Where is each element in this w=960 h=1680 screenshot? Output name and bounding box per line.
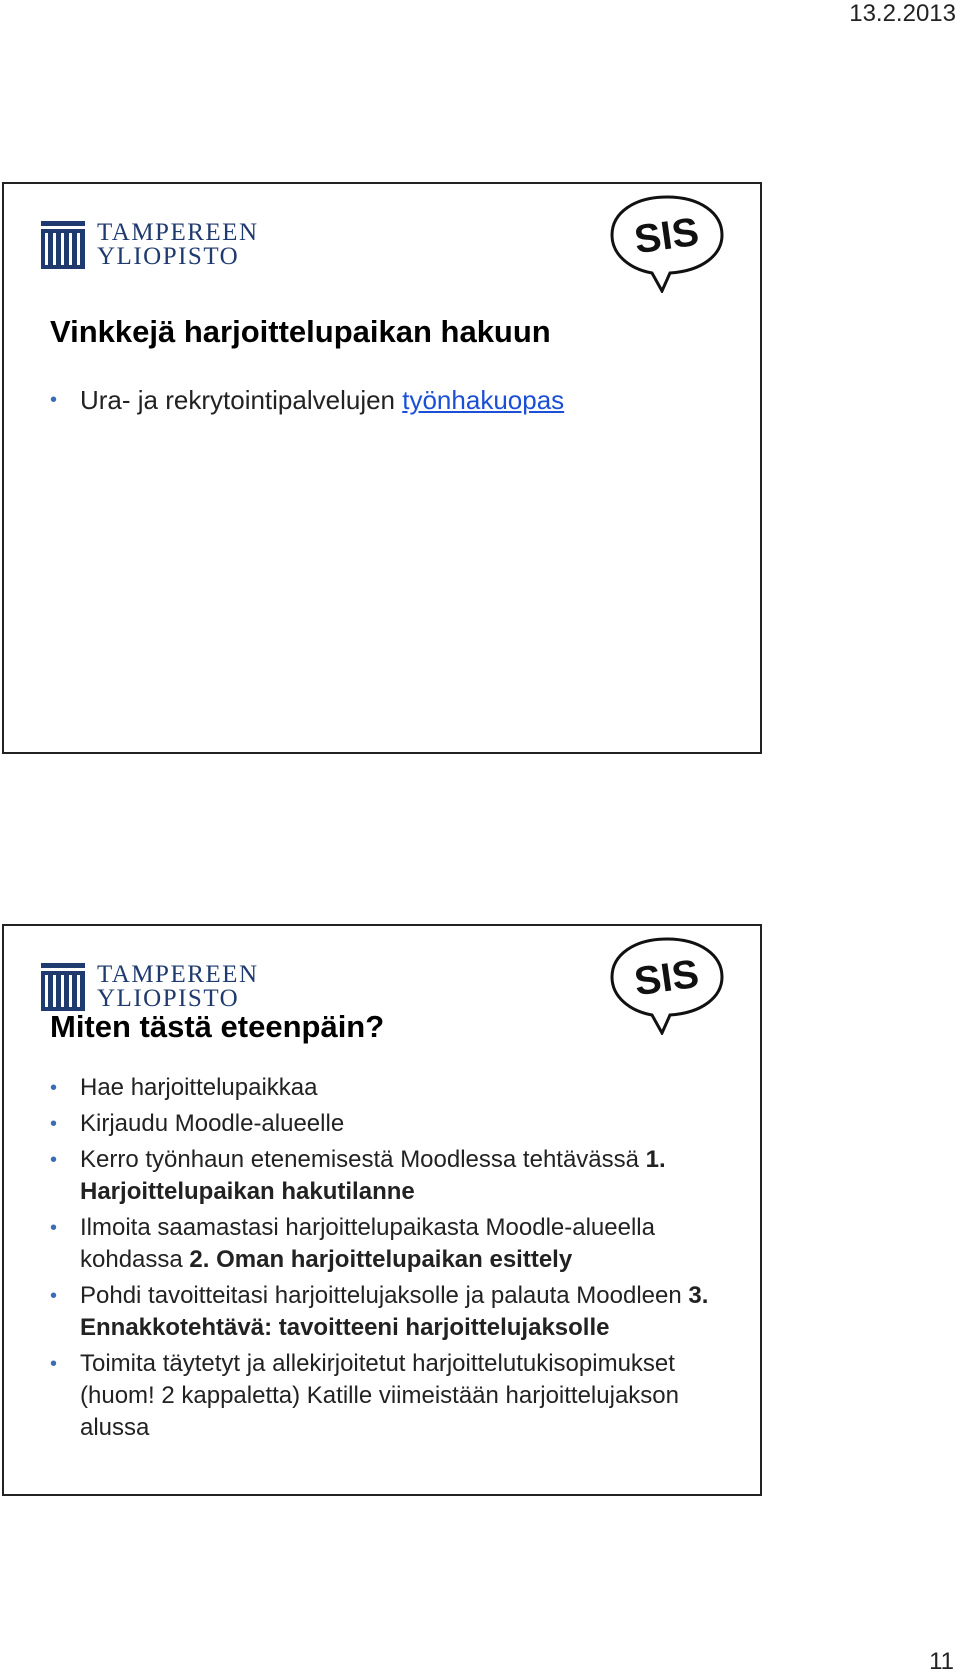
list-item — [50, 1072, 740, 1104]
university-name-line2: YLIOPISTO — [97, 985, 240, 1012]
bullet-text: Kirjaudu Moodle-alueelle — [80, 1110, 345, 1137]
list-item — [50, 384, 740, 416]
university-name-line2: YLIOPISTO — [97, 243, 240, 270]
university-name — [97, 963, 259, 1011]
bullet-icon: • — [50, 1285, 58, 1307]
bullet-icon: • — [50, 1353, 58, 1375]
bullet-text: Kerro työnhaun etenemisestä Moodlessa tehtävässä — [80, 1146, 646, 1173]
bullet-bold-text: 2. Oman harjoittelupaikan esittely — [189, 1246, 573, 1273]
bullet-icon: • — [50, 1113, 58, 1135]
bullet-text: Ilmoita saamastasi harjoittelupaikasta Moodle-alueella kohdassa — [80, 1214, 655, 1273]
job-search-guide-link[interactable]: työnhakuopas — [402, 385, 565, 415]
list-item — [50, 1348, 740, 1444]
slide-1 — [2, 182, 762, 754]
university-emblem-icon — [41, 221, 85, 269]
university-emblem-icon — [41, 963, 85, 1011]
slide-2 — [2, 924, 762, 1496]
university-name-line1: TAMPEREEN — [97, 219, 259, 246]
list-item — [50, 1108, 740, 1140]
bullet-text: Ura- ja rekrytointipalvelujen — [80, 385, 403, 415]
list-item — [50, 1280, 740, 1344]
bullet-text: Hae harjoittelupaikkaa — [80, 1074, 318, 1101]
list-item — [50, 1144, 740, 1208]
bullet-bold-text: 1. Harjoittelupaikan hakutilanne — [80, 1146, 666, 1205]
list-item — [50, 1212, 740, 1276]
slide-2-bullet-list — [50, 1072, 740, 1448]
page-number: 11 — [929, 1648, 954, 1675]
sis-speech-bubble-icon — [606, 191, 728, 293]
university-name — [97, 221, 259, 269]
bullet-icon: • — [50, 1077, 58, 1099]
bullet-bold-text: 3. Ennakkotehtävä: tavoitteeni harjoittelujaksolle — [80, 1282, 709, 1341]
bullet-text: Toimita täytetyt ja allekirjoitetut harjoittelutukisopimukset (huom! 2 kappaletta) Katille viimeistään harjoittelujakson alussa — [80, 1350, 679, 1441]
slide-1-title: Vinkkejä harjoittelupaikan hakuun — [50, 314, 551, 349]
sis-label: SIS — [631, 951, 702, 1005]
sis-speech-bubble-icon — [606, 933, 728, 1035]
university-name-line1: TAMPEREEN — [97, 961, 259, 988]
slide-1-bullet-list — [50, 384, 740, 416]
bullet-text: Pohdi tavoitteitasi harjoittelujaksolle ja palauta Moodleen — [80, 1282, 689, 1309]
sis-label: SIS — [631, 209, 702, 263]
page-date: 13.2.2013 — [849, 0, 956, 27]
university-logo — [41, 221, 276, 271]
university-logo — [41, 963, 276, 1013]
bullet-icon: • — [50, 1149, 58, 1171]
slide-2-title: Miten tästä eteenpäin? — [50, 1009, 385, 1044]
bullet-icon: • — [50, 1217, 58, 1239]
bullet-icon: • — [50, 389, 58, 411]
